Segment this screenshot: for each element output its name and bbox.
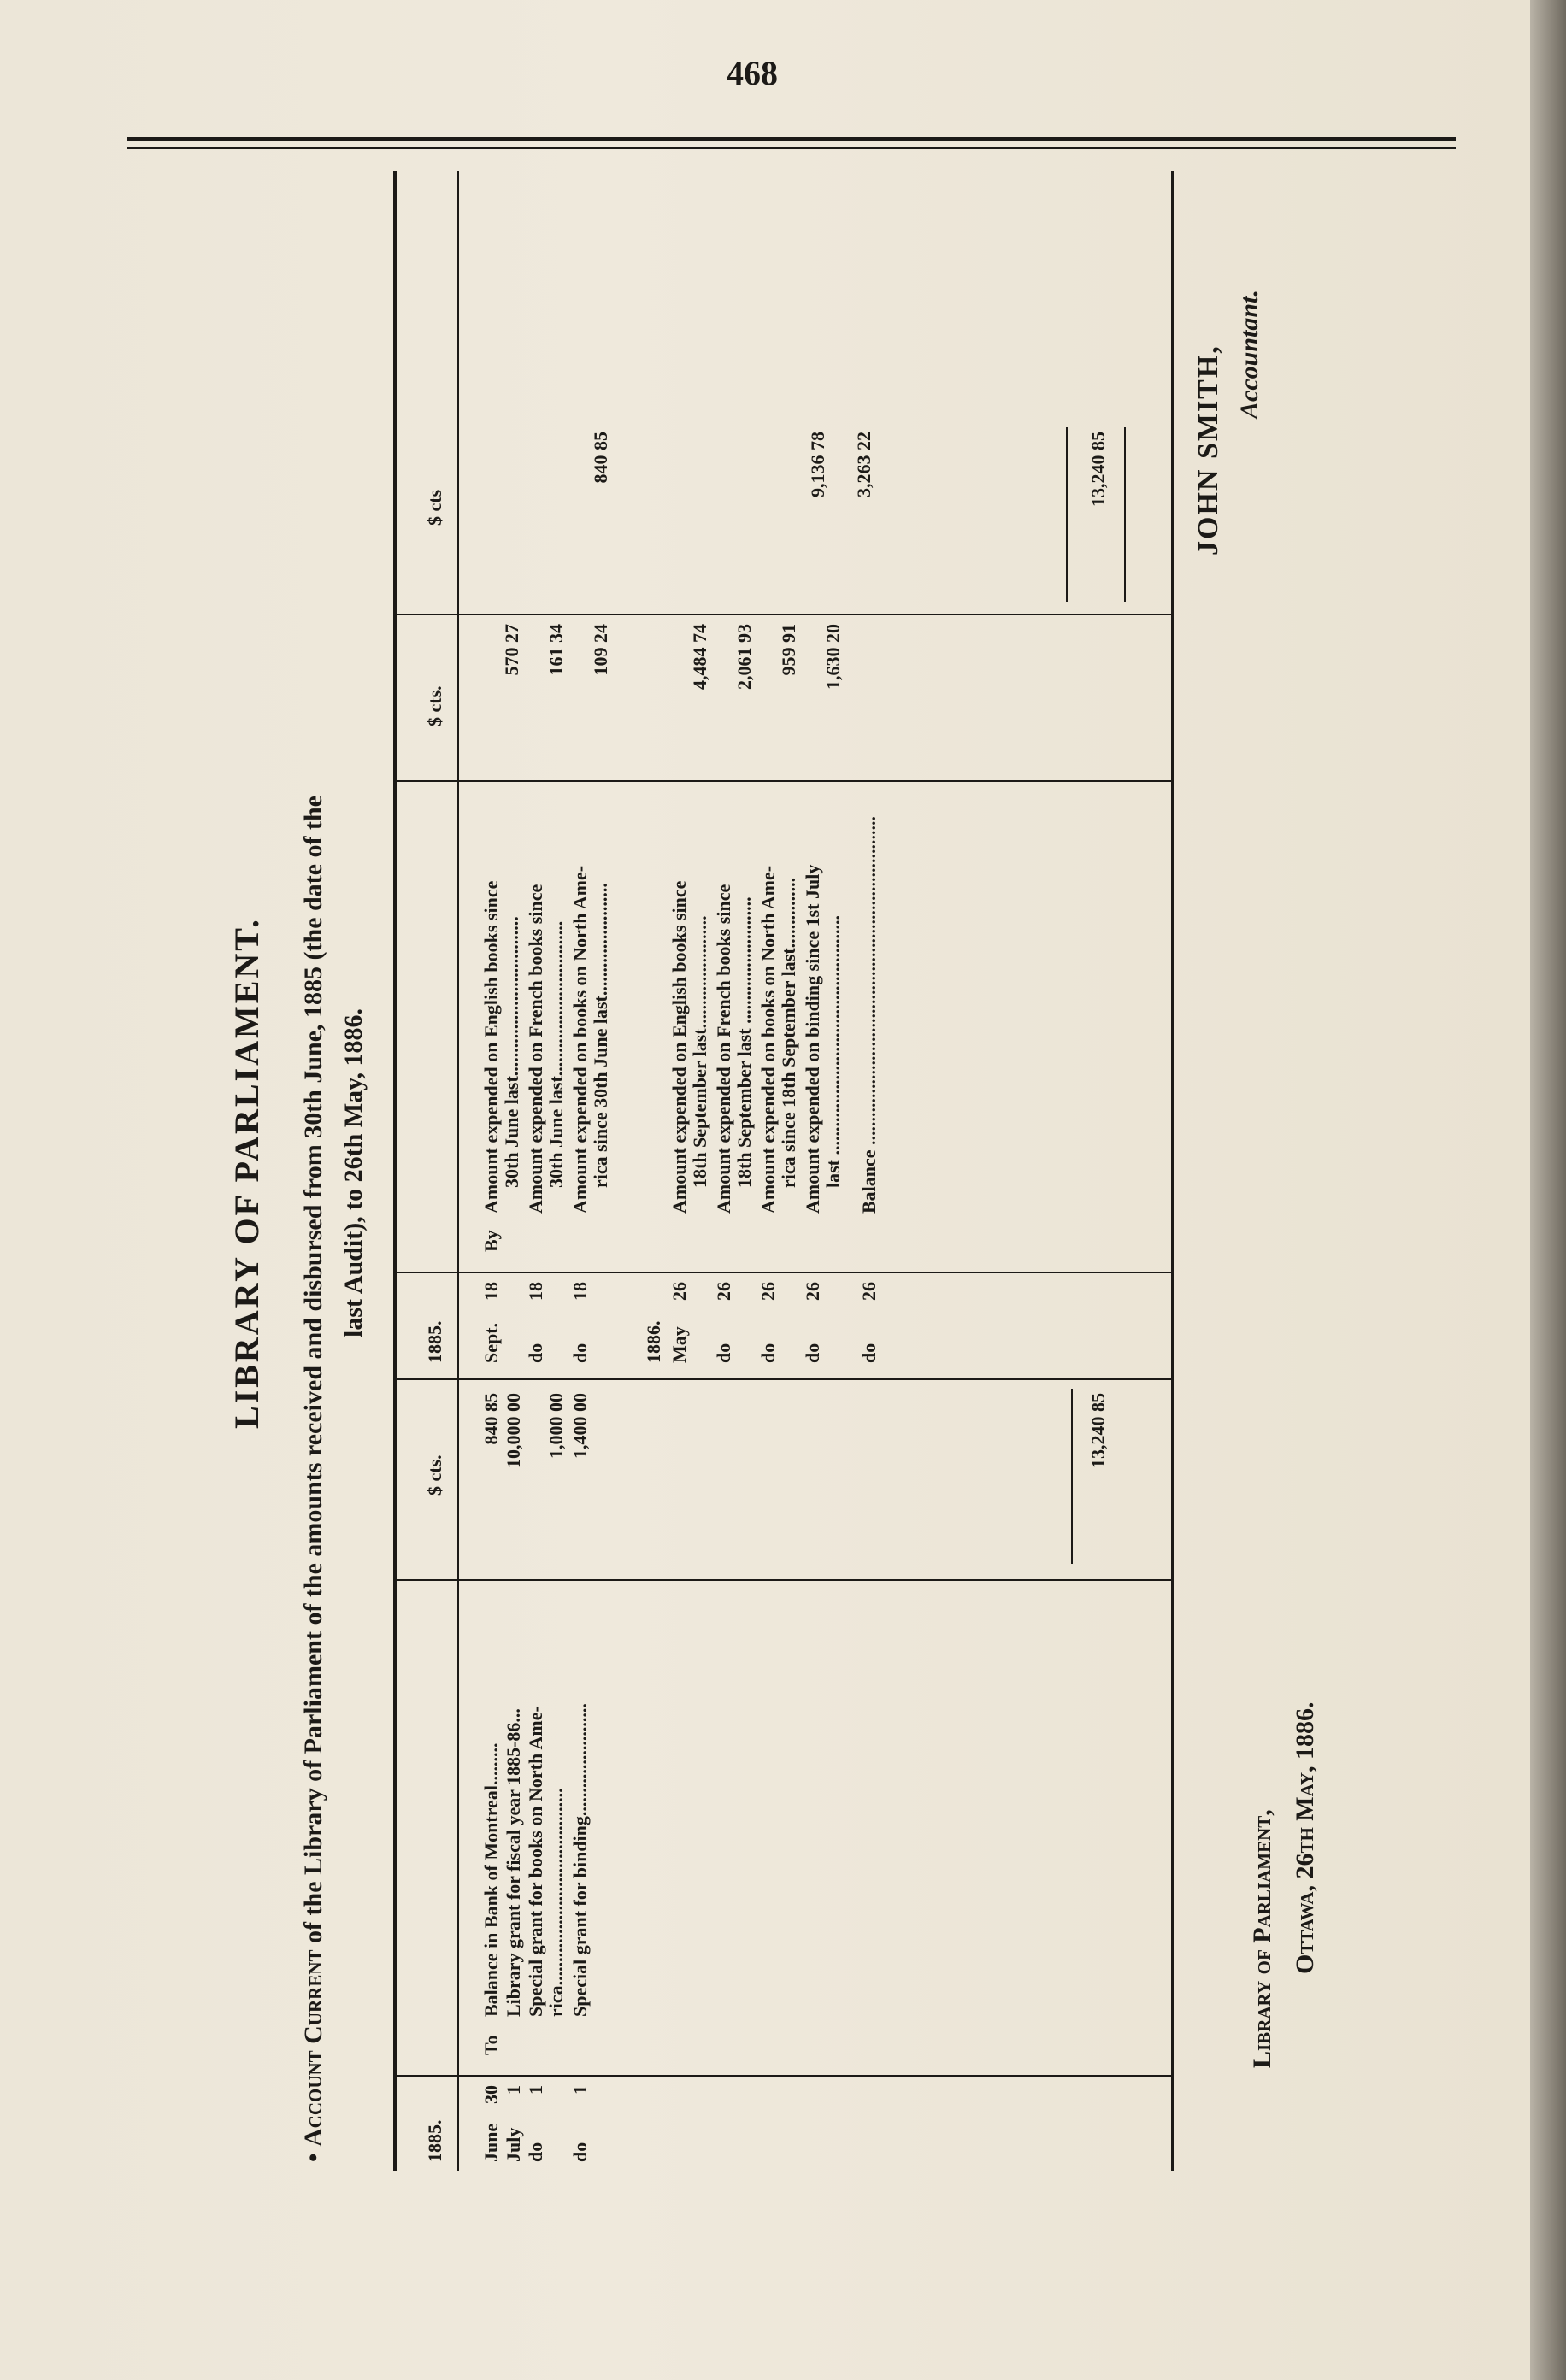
disb-total-rule [1066,427,1068,602]
table-top-border [393,171,397,2171]
title-bullet: • [299,2153,327,2162]
disb-day: 26 [713,1282,734,1301]
disb-desc: 18th September last........................ [689,915,710,1188]
disb-day: 26 [668,1282,690,1301]
disb-amount: 109 24 [590,624,611,676]
page-number: 468 [727,54,778,92]
disb-currency-header: $ cts. [424,685,445,726]
place-line1 [1248,1809,1277,2068]
title-prefix: Account Current [299,1949,327,2147]
receipt-amount: 1,400 00 [569,1393,591,1459]
rotated-account-table [227,167,1423,2179]
account-title-line1 [299,796,328,2162]
disb-desc: last ................................................... [822,915,844,1188]
receipt-prefix: To [480,2035,502,2055]
disb-desc: Amount expended on English books since [480,880,502,1214]
disb-desc: Amount expended on books on North Ame- [757,865,779,1214]
receipt-desc: Special grant for binding........................ [569,1703,591,2017]
receipt-month: July [503,2127,524,2162]
disb-subtotal: 9,136 78 [807,432,828,497]
disb-desc: Amount expended on English books since [668,880,690,1214]
disb-desc: Amount expended on French books since [713,884,734,1214]
place-line2 [1291,1701,1320,1974]
col-rule-desc-left [393,1579,1171,1581]
book-gutter-shadow [1530,0,1566,2380]
receipt-month: do [569,2142,591,2162]
disb-day: 18 [569,1282,591,1301]
disb-desc: rica since 30th June last........................ [590,883,611,1188]
document-heading: LIBRARY OF PARLIAMENT. [227,916,266,1430]
disb-desc: Balance ...................................................................... [858,815,880,1214]
disb-month: do [713,1343,734,1363]
title-rest: of the Library of Parliament of the amounts received and disbursed from 30th June, 1885 (the date of the [299,796,327,1950]
disb-total: 13,240 85 [1087,432,1109,507]
receipt-day: 1 [569,2085,591,2095]
signature-name: JOHN SMITH, [1192,344,1224,555]
place-ottawa-date: Ottawa, 26th May, 1886. [1291,1701,1319,1974]
account-title-line2: last Audit), to 26th May, 1886. [339,1008,368,1338]
receipt-desc: Library grant for fiscal year 1885-86... [503,1708,524,2017]
disb-amount: 4,484 74 [689,624,710,690]
col-rule-date-left [393,2075,1171,2077]
disb-year: 1885. [424,1320,445,1363]
disb-year-1886: 1886. [643,1320,664,1363]
disb-amount: 161 34 [545,624,567,676]
disb-total-rule-2 [1124,427,1126,602]
disb-month: Sept. [480,1322,502,1363]
disb-currency-header-outer: $ cts [424,489,445,526]
col-rule-date-right [393,1272,1171,1273]
receipt-amount: 840 85 [480,1393,502,1445]
disb-month: do [858,1343,880,1363]
disb-month: do [802,1343,823,1363]
col-rule-center [393,1378,1171,1380]
disb-day: 26 [757,1282,779,1301]
disb-month: do [757,1343,779,1363]
disb-day: 26 [802,1282,823,1301]
disb-month: do [569,1343,591,1363]
disb-amount: 959 91 [778,624,799,676]
disb-desc: Amount expended on books on North Ame- [569,865,591,1214]
disb-day: 18 [480,1282,502,1301]
receipts-currency-header: $ cts. [424,1454,445,1496]
top-rule-thick [127,137,1456,141]
disb-desc: Amount expended on French books since [525,884,546,1214]
receipts-total: 13,240 85 [1087,1393,1109,1468]
disb-desc: 30th June last.................................. [501,916,522,1188]
disb-day: 18 [525,1282,546,1301]
disb-month: May [668,1326,690,1363]
disb-desc: rica since 18th September last............... [778,877,799,1188]
disb-month: do [525,1343,546,1363]
receipt-month: do [525,2142,546,2162]
disb-amount: 570 27 [501,624,522,676]
receipt-desc: rica.......................................... [545,1788,567,2017]
receipt-desc: Special grant for books on North Ame- [525,1706,546,2017]
disb-subtotal: 840 85 [590,432,611,484]
signature-role: Accountant. [1235,290,1263,419]
receipt-day: 1 [503,2085,524,2095]
disb-desc: 18th September last ........................... [733,896,755,1188]
receipt-amount: 1,000 00 [545,1393,567,1459]
disb-day: 26 [858,1282,880,1301]
table-bottom-border [1171,171,1174,2171]
col-rule-sub [393,614,1171,615]
col-rule-desc-right [393,780,1171,782]
header-row-rule [457,171,459,2171]
place-library: Library of Parliament, [1248,1809,1276,2068]
disb-subtotal: 3,263 22 [853,432,874,497]
receipt-day: 30 [480,2085,502,2104]
disb-desc: Amount expended on binding since 1st July [802,864,823,1214]
receipt-month: June [480,2123,502,2162]
receipts-total-rule [1071,1389,1073,1564]
disb-desc: 30th June last................................. [545,920,567,1188]
disb-amount: 2,061 93 [733,624,755,690]
disb-prefix: By [480,1230,502,1252]
receipt-desc: Balance in Bank of Montreal......... [480,1742,502,2017]
receipt-amount: 10,000 00 [503,1393,524,1468]
disb-amount: 1,630 20 [822,624,844,690]
receipts-year: 1885. [424,2119,445,2162]
top-rule-thin [127,147,1456,149]
receipt-day: 1 [525,2085,546,2095]
